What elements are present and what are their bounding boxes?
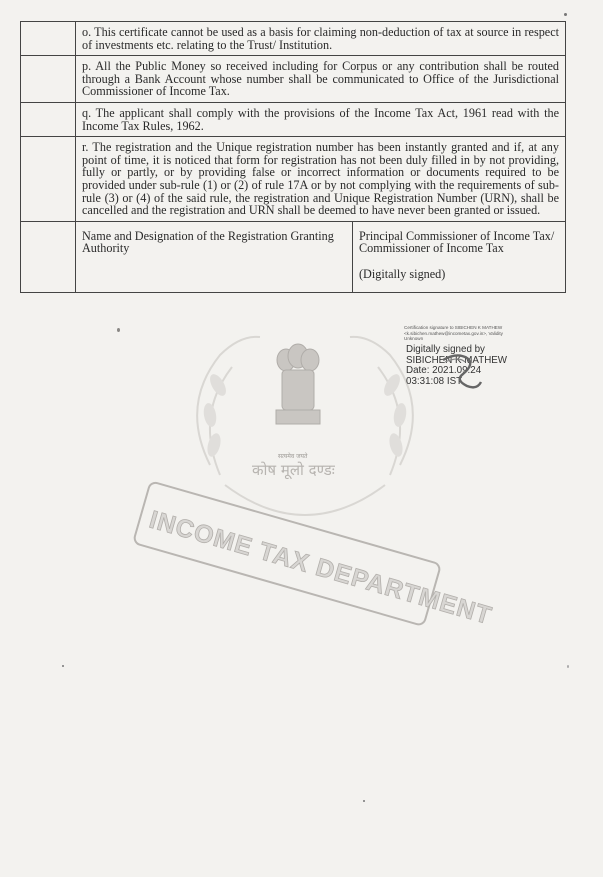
table-row [21, 22, 566, 56]
signature-fine-line: <k.sibichen.mathew@incometax.gov.in>, Validity [404, 330, 503, 336]
signature-certificate-details [404, 325, 554, 342]
authority-designation-cell [353, 222, 566, 292]
condition-o: o. This certificate cannot be used as a basis for claiming non-deduction of tax at source in respect of investments etc. relating to the Trust/ Institution. [82, 25, 559, 52]
serial-cell [21, 56, 76, 102]
serial-cell [21, 222, 76, 292]
seal-motto: कोष मूलो दण्डः [252, 461, 335, 479]
signature-line: Digitally signed by [406, 344, 485, 355]
ink-speck [117, 328, 120, 332]
signature-time: 03:31:08 IST [406, 375, 463, 387]
serial-cell [21, 103, 76, 136]
condition-cell [76, 56, 566, 102]
condition-r: r. The registration and the Unique registration number has been instantly granted and if, at any point of time, it is noticed that form for registration has not been duly filled in by not providing, fully or partly, or by providing false or incorrect information or documents required to be provided under sub-rule (1) or (2) of rule 17A or by not complying with the requirements of sub- rule (3) or (4) of the said rule, the registration and Unique Registration Number (URN), shall be cancelled and the registration and URN shall be deemed to have never been granted or issued. [82, 140, 559, 218]
conditions-table [20, 21, 566, 293]
authority-designation: Principal Commissioner of Income Tax/ Commissioner of Income Tax [359, 228, 555, 256]
national-emblem-icon [268, 340, 328, 450]
table-row [21, 103, 566, 137]
table-row [21, 56, 566, 103]
condition-p: p. All the Public Money so received including for Corpus or any contribution shall be routed through a Bank Account whose number shall be communicated to Office of the Jurisdictional Commissioner of Income Tax. [82, 59, 559, 99]
condition-cell [76, 22, 566, 55]
ink-speck [567, 665, 569, 668]
signer-name: SIBICHEN K MATHEW [406, 354, 508, 366]
condition-cell [76, 137, 566, 221]
emblem-caption: सत्यमेव जयते [278, 453, 308, 460]
ink-speck [564, 13, 567, 16]
ink-speck [62, 665, 64, 667]
condition-q: q. The applicant shall comply with the provisions of the Income Tax Act, 1961 read with the Income Tax Rules, 1962. [82, 105, 559, 133]
authority-row [21, 222, 566, 293]
signature-valid-tick-icon [437, 352, 483, 392]
signature-date: Date: 2021.09.24 [406, 365, 482, 377]
signature-fine-line: Certification signature to SIBICHEN K MATHEW [404, 325, 503, 330]
condition-cell [76, 103, 566, 136]
serial-cell [21, 22, 76, 55]
signature-fine-line: Unknown [404, 336, 424, 342]
digitally-signed-note: (Digitally signed) [359, 266, 446, 281]
serial-cell [21, 137, 76, 221]
table-row [21, 137, 566, 222]
seal-department-text: INCOME TAX DEPARTMENT [146, 505, 496, 631]
authority-label: Name and Designation of the Registration Granting Authority [76, 222, 353, 292]
ink-speck [363, 800, 365, 802]
